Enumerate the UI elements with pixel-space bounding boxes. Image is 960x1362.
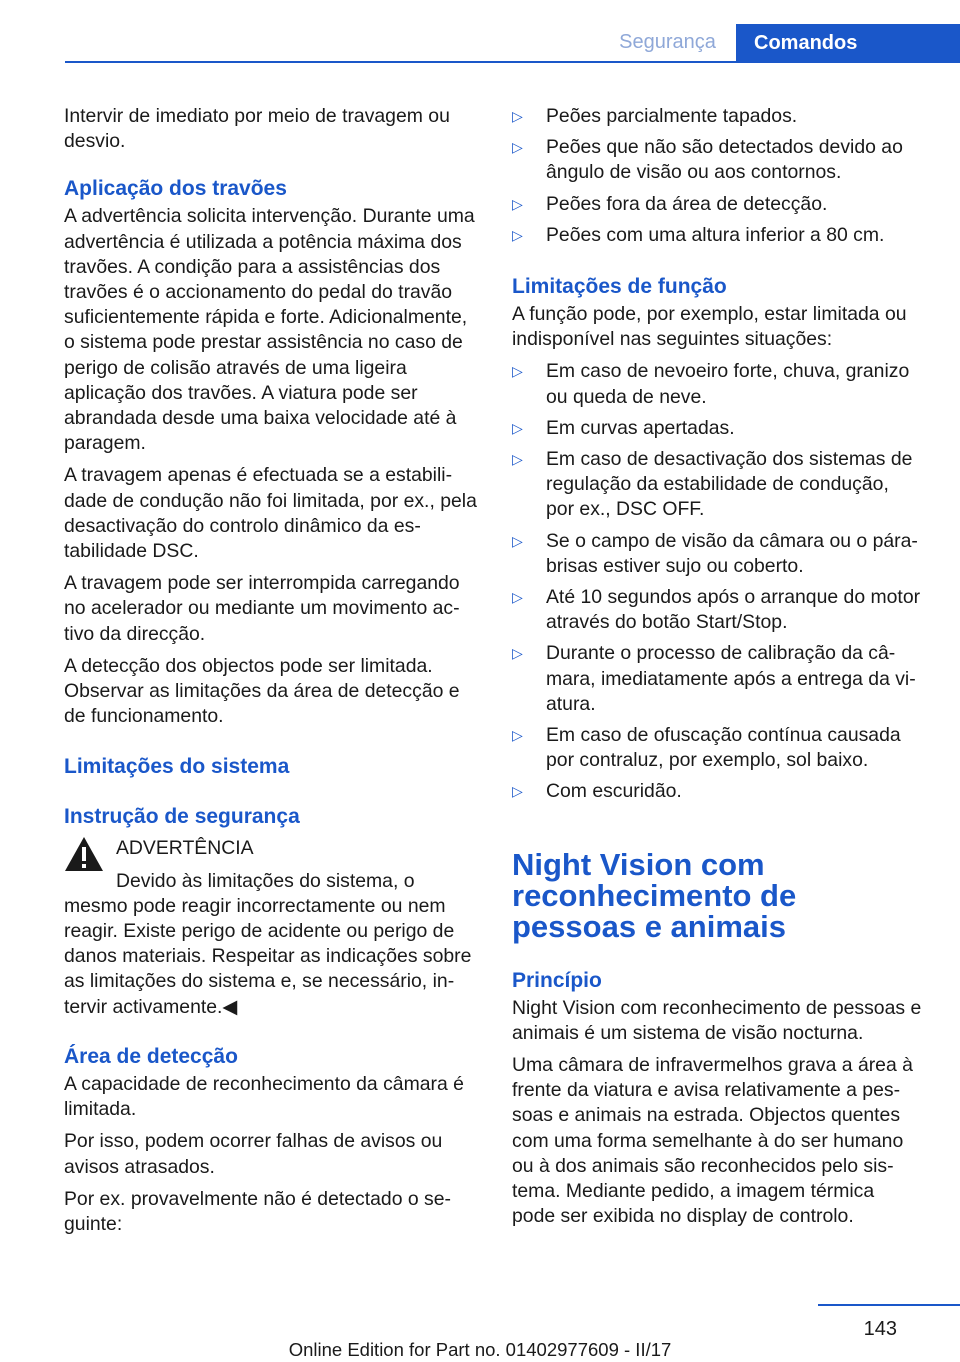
warning-box (64, 836, 480, 1019)
list-item: ▷ Em caso de ofuscação contínua causada por contraluz, por exemplo, sol baixo. (512, 724, 901, 772)
detect-list (512, 104, 922, 248)
principle-paragraph-1: Night Vision com reconhecimento de pessoas e animais é um sistema de visão nocturna. (512, 996, 922, 1044)
function-list (512, 359, 922, 804)
triangle-bullet-icon: ▷ (512, 363, 523, 380)
area-paragraph-1: A capacidade de reconhecimento da câmara é limitada. (64, 1072, 464, 1121)
page-number: 143 (863, 1318, 897, 1340)
right-column (512, 104, 922, 1237)
list-item: ▷ Até 10 segundos após o arranque do motor através do botão Start/Stop. (512, 586, 921, 634)
triangle-bullet-icon: ▷ (512, 419, 523, 436)
triangle-bullet-icon: ▷ (512, 108, 523, 124)
triangle-bullet-icon: ▷ (512, 783, 523, 800)
warning-body: Devido às limitações do sistema, o mesmo pode reagir incorrectamente ou nem reagir. Existe perigo de acidente ou perigo de danos materiais. Respeitar as indicações sobre as limitações do sistema e, se necessário, intervir activamente.◀ (64, 869, 472, 1018)
edition-footer: Online Edition for Part no. 01402977609 - II/17 (288, 1339, 672, 1360)
triangle-bullet-icon: ▷ (512, 532, 523, 549)
list-item: ▷ Peões com uma altura inferior a 80 cm. (512, 223, 922, 248)
list-item: ▷ Peões parcialmente tapados. (512, 104, 922, 129)
principle-heading: Princípio (512, 968, 602, 992)
list-item: ▷ Peões fora da área de detecção. (512, 192, 922, 217)
function-intro: A função pode, por exemplo, estar limitada ou indisponível nas seguintes situações: (512, 303, 907, 351)
triangle-bullet-icon: ▷ (512, 195, 523, 212)
principle-paragraph-2: Uma câmara de infravermelhos grava a área à frente da viatura e avisa relativamente a pessoas e animais na estrada. Objectos quentes com uma forma semelhante à do ser humano ou à dos animais são reconhecidos pelo sistema. Mediante pedido, a imagem térmica pode ser exibida no display de controlo. (512, 1054, 913, 1228)
brake-paragraph-2: A travagem apenas é efectuada se a estabilidade de condução não foi limitada, por ex., pela desactivação do controlo dinâmico da estabilidade DSC. (64, 464, 477, 563)
function-limits-heading: Limitações de função (512, 275, 727, 299)
brake-paragraph-4: A detecção dos objectos pode ser limitada. Observar as limitações da área de detecção e de funcionamento. (64, 654, 460, 728)
triangle-bullet-icon: ▷ (512, 645, 523, 662)
list-item: ▷ Se o campo de visão da câmara ou o pára-brisas estiver sujo ou coberto. (512, 529, 918, 577)
area-paragraph-2: Por isso, podem ocorrer falhas de avisos ou avisos atrasados. (64, 1130, 443, 1178)
brake-paragraph-3: A travagem pode ser interrompida carregando no acelerador ou mediante um movimento activo da direcção. (64, 572, 460, 645)
list-item: ▷ Peões que não são detectados devido ao ângulo de visão ou aos contornos. (512, 136, 903, 184)
brake-heading: Aplicação dos travões (64, 177, 287, 201)
night-vision-heading: Night Vision com reconhecimento de pessoas e animais (512, 846, 797, 944)
tab-section[interactable]: Segurança (619, 31, 716, 53)
tab-chapter[interactable]: Comandos (736, 24, 960, 62)
list-item: ▷ Em caso de nevoeiro forte, chuva, granizo ou queda de neve. (512, 360, 910, 408)
triangle-bullet-icon: ▷ (512, 451, 523, 468)
limits-heading: Limitações do sistema (64, 755, 290, 779)
triangle-bullet-icon: ▷ (512, 589, 523, 606)
safety-heading: Instrução de segurança (64, 805, 300, 829)
list-item: ▷ Com escuridão. (512, 779, 922, 804)
list-item: ▷ Durante o processo de calibração da câmara, imediatamente após a entrega da viatura. (512, 642, 916, 715)
triangle-bullet-icon: ▷ (512, 139, 523, 156)
area-paragraph-3: Por ex. provavelmente não é detectado o seguinte: (64, 1187, 451, 1235)
footer-rule (818, 1304, 960, 1306)
intro-paragraph: Intervir de imediato por meio de travagem ou desvio. (64, 105, 450, 153)
triangle-bullet-icon: ▷ (512, 226, 523, 243)
left-column (64, 104, 480, 1244)
list-item: ▷ Em caso de desactivação dos sistemas de regulação da estabilidade de condução, por ex., DSC OFF. (512, 448, 913, 521)
warning-triangle-icon (64, 836, 104, 872)
brake-paragraph-1: A advertência solicita intervenção. Durante uma advertência é utilizada a potência máxima dos travões. A condição para a assistências dos travões é o accionamento do pedal do travão suficientemente rápida e forte. Adicionalmente, o sistema pode prestar assistência no caso de perigo de colisão através de uma ligeira aplicação dos travões. A viatura pode ser abrandada desde uma baixa velocidade até à paragem. (64, 205, 475, 455)
triangle-bullet-icon: ▷ (512, 727, 523, 744)
list-item: ▷ Em curvas apertadas. (512, 416, 922, 441)
area-heading: Área de detecção (64, 1044, 238, 1068)
warning-title: ADVERTÊNCIA (116, 837, 254, 860)
